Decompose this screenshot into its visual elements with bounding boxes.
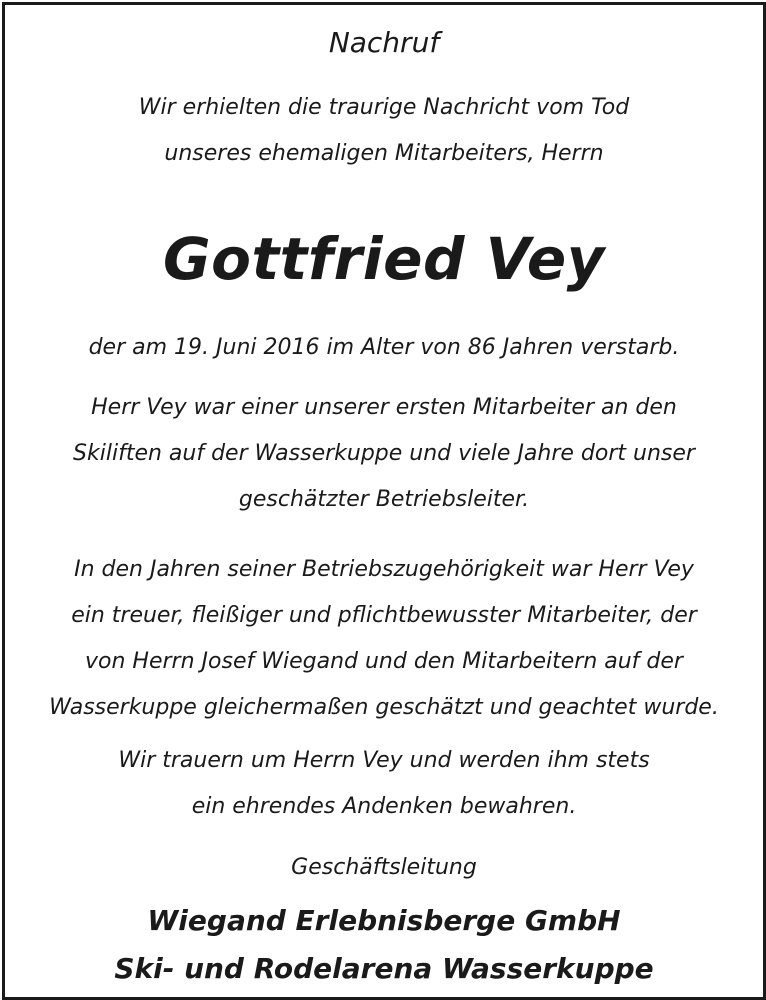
paragraph-line: In den Jahren seiner Betriebszugehörigkeit war Herr Vey	[74, 557, 694, 582]
notice-title: Nachruf	[328, 26, 440, 59]
paragraph-line: Herr Vey war einer unserer ersten Mitarbeiter an den	[91, 395, 677, 420]
company-line: Wiegand Erlebnisberge GmbH	[147, 904, 621, 937]
death-line: der am 19. Juni 2016 im Alter von 86 Jahren verstarb.	[88, 335, 680, 360]
paragraph-line: Skiliften auf der Wasserkuppe und viele Jahre dort unser	[73, 441, 695, 466]
paragraph-mourning	[5, 738, 763, 830]
paragraph-career	[5, 385, 763, 523]
deceased-name: Gottfried Vey	[163, 225, 605, 293]
paragraph-line: Wasserkuppe gleichermaßen geschätzt und geachtet wurde.	[49, 695, 719, 720]
company-line: Ski- und Rodelarena Wasserkuppe	[114, 952, 654, 985]
paragraph-line: ein ehrendes Andenken bewahren.	[191, 794, 577, 819]
paragraph-line: ein treuer, fleißiger und pflichtbewusster Mitarbeiter, der	[71, 603, 697, 628]
company-name	[5, 897, 763, 993]
paragraph-line: geschätzter Betriebsleiter.	[238, 487, 530, 512]
intro-line: unseres ehemaligen Mitarbeiters, Herrn	[164, 141, 604, 166]
signature-label: Geschäftsleitung	[291, 855, 477, 880]
paragraph-line: von Herrn Josef Wiegand und den Mitarbeitern auf der	[85, 649, 683, 674]
paragraph-tribute	[5, 547, 763, 731]
paragraph-line: Wir trauern um Herrn Vey und werden ihm stets	[118, 748, 650, 773]
obituary-frame	[2, 2, 766, 1000]
intro-text	[5, 85, 763, 177]
intro-line: Wir erhielten die traurige Nachricht vom Tod	[138, 95, 630, 120]
